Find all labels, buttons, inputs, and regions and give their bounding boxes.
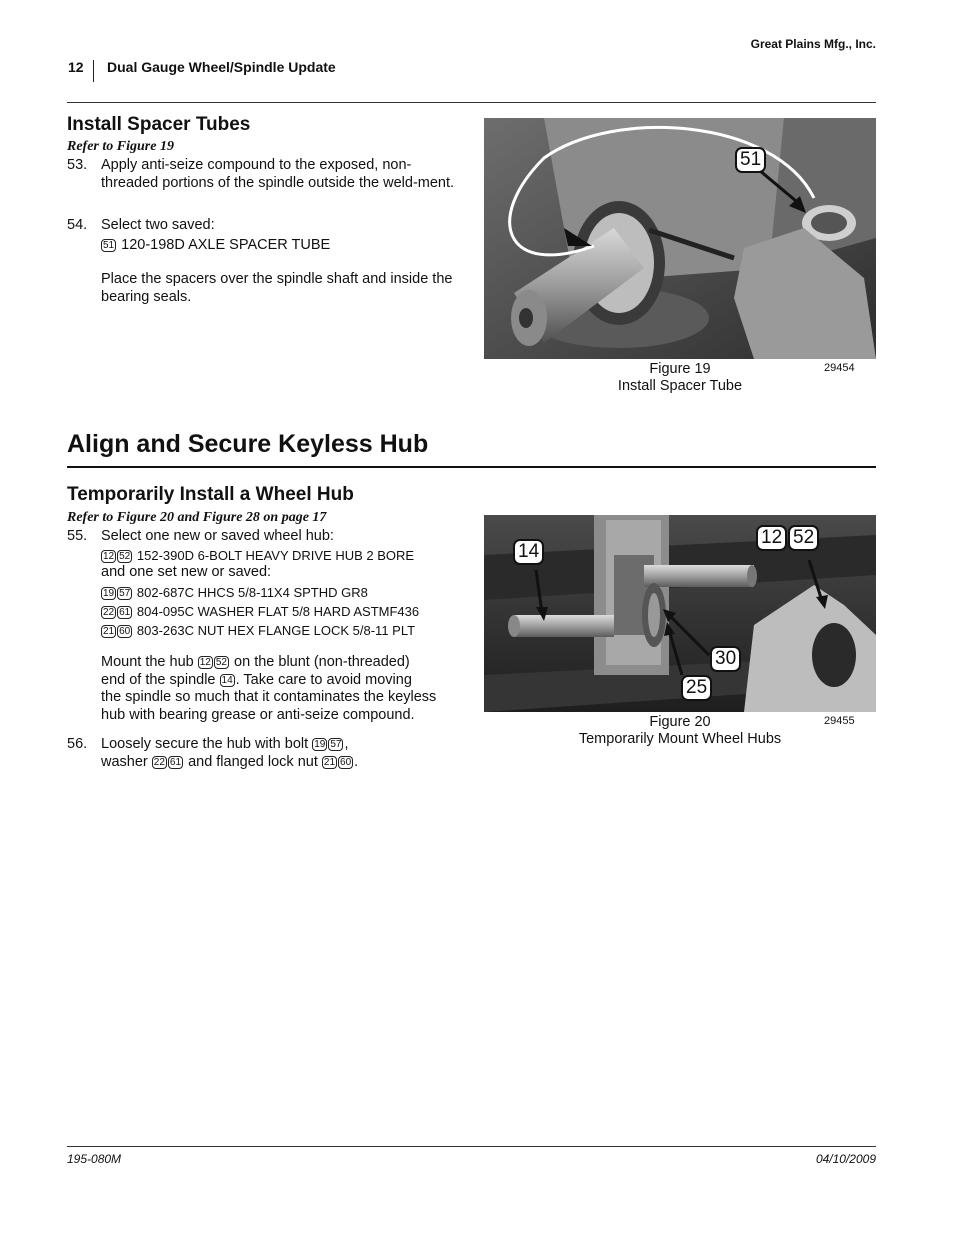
instruction-note: Place the spacers over the spindle shaft and inside the bearing seals.: [101, 271, 453, 305]
callout-52: 52: [788, 525, 819, 551]
section-rule: [67, 466, 876, 468]
part-description: 802-687C HHCS 5/8-11X4 SPTHD GR8: [136, 585, 368, 600]
part-callout: 12: [199, 657, 211, 668]
callout-25: 25: [681, 675, 712, 701]
part-callout: 12: [103, 551, 115, 562]
mount-instructions: [101, 654, 461, 724]
mount-line-3: the spindle so much that it contaminates the keyless: [101, 689, 437, 705]
part-callout: 14: [221, 674, 233, 686]
mount-text: on the blunt (non-threaded): [234, 654, 410, 670]
part-line-washer: [101, 603, 419, 621]
step-text-fragment: and flanged lock nut: [188, 753, 318, 770]
mount-text: Mount the hub: [101, 654, 194, 670]
figure-20-caption: Temporarily Mount Wheel Hubs: [578, 731, 782, 747]
figure-19-photo: [484, 118, 876, 359]
figure-reference: Refer to Figure 19: [67, 139, 174, 154]
header-separator: [93, 60, 94, 82]
part-callout: 21: [103, 626, 115, 637]
footer-date: 04/10/2009: [815, 1152, 876, 1166]
company-name: Great Plains Mfg., Inc.: [750, 37, 876, 51]
figure-19-image: [484, 118, 876, 359]
part-callout: 52: [119, 551, 131, 562]
callout-14: 14: [513, 539, 544, 565]
mount-line-2: [101, 672, 461, 690]
mount-line-4: hub with bearing grease or anti-seize compound.: [101, 706, 415, 723]
figure-19-image-number: 29454: [824, 362, 855, 374]
step-number: 54.: [67, 217, 88, 233]
step-text-fragment: washer: [101, 753, 148, 770]
step-text: [101, 736, 456, 771]
mount-text: end of the spindle: [101, 671, 216, 688]
figure-19-caption: Install Spacer Tube: [617, 378, 743, 394]
step-number: 53.: [67, 157, 88, 173]
part-callout: 52: [215, 657, 227, 668]
figure-20-image-number: 29455: [824, 715, 855, 727]
step-number: 56.: [67, 736, 88, 752]
step-text: Select two saved:: [101, 217, 215, 233]
step-text-fragment: ,: [344, 736, 349, 752]
mount-line-1: [101, 654, 461, 672]
part-callout: 61: [169, 756, 182, 768]
header-rule: [67, 102, 876, 103]
part-callout: 57: [330, 739, 342, 750]
part-line-bolt: [101, 584, 368, 602]
part-line-nut: [101, 622, 415, 640]
part-callout: 60: [119, 626, 131, 637]
step-56-line-1: [101, 736, 456, 754]
figure-20-photo: [484, 515, 876, 712]
step-text: Select one new or saved wheel hub:: [101, 528, 334, 544]
step-53: [67, 157, 462, 211]
part-callout: 19: [314, 739, 326, 750]
part-description: 804-095C WASHER FLAT 5/8 HARD ASTMF436: [136, 604, 420, 619]
figure-reference: Refer to Figure 20 and Figure 28 on page 17: [67, 510, 327, 525]
step-number: 55.: [67, 528, 88, 544]
part-line-hub: [101, 547, 414, 565]
section-heading-temporarily-install-wheel-hub: Temporarily Install a Wheel Hub: [67, 484, 354, 505]
section-heading-install-spacer-tubes: Install Spacer Tubes: [67, 114, 251, 135]
part-callout: 57: [119, 588, 131, 599]
part-description: 120-198D AXLE SPACER TUBE: [121, 237, 331, 253]
part-callout: 19: [103, 588, 115, 599]
callout-12: 12: [756, 525, 787, 551]
page-number: 12: [68, 59, 84, 75]
set-intro: and one set new or saved:: [101, 564, 272, 580]
footer-rule: [67, 1146, 876, 1147]
step-55: [67, 528, 462, 546]
part-callout: 21: [323, 756, 336, 768]
figure-19-label: Figure 19: [649, 361, 711, 377]
part-callout: 22: [153, 756, 165, 768]
step-54: [67, 217, 462, 235]
part-callout: 60: [340, 756, 352, 768]
step-text-fragment: Loosely secure the hub with bolt: [101, 736, 309, 752]
part-callout: 51: [103, 240, 115, 251]
part-description: 803-263C NUT HEX FLANGE LOCK 5/8-11 PLT: [136, 623, 416, 638]
part-callout: 61: [119, 607, 131, 618]
part-callout: 22: [103, 607, 115, 618]
mount-text: . Take care to avoid moving: [235, 671, 412, 688]
part-line-spacer-tube: [101, 237, 330, 255]
document-title: Dual Gauge Wheel/Spindle Update: [107, 59, 336, 75]
section-heading-align-secure-keyless-hub: Align and Secure Keyless Hub: [67, 430, 429, 458]
part-description: 152-390D 6-BOLT HEAVY DRIVE HUB 2 BORE: [136, 548, 415, 563]
figure-20-label: Figure 20: [649, 714, 711, 730]
step-56-line-2: [101, 754, 456, 772]
callout-30: 30: [710, 646, 741, 672]
footer-document-number: 195-080M: [67, 1152, 122, 1166]
step-text-fragment: .: [354, 753, 359, 770]
step-text: Apply anti-seize compound to the exposed, non-threaded portions of the spindle outside the weld-ment.: [101, 157, 455, 191]
step-56: [67, 736, 462, 774]
callout-51: 51: [735, 147, 766, 173]
